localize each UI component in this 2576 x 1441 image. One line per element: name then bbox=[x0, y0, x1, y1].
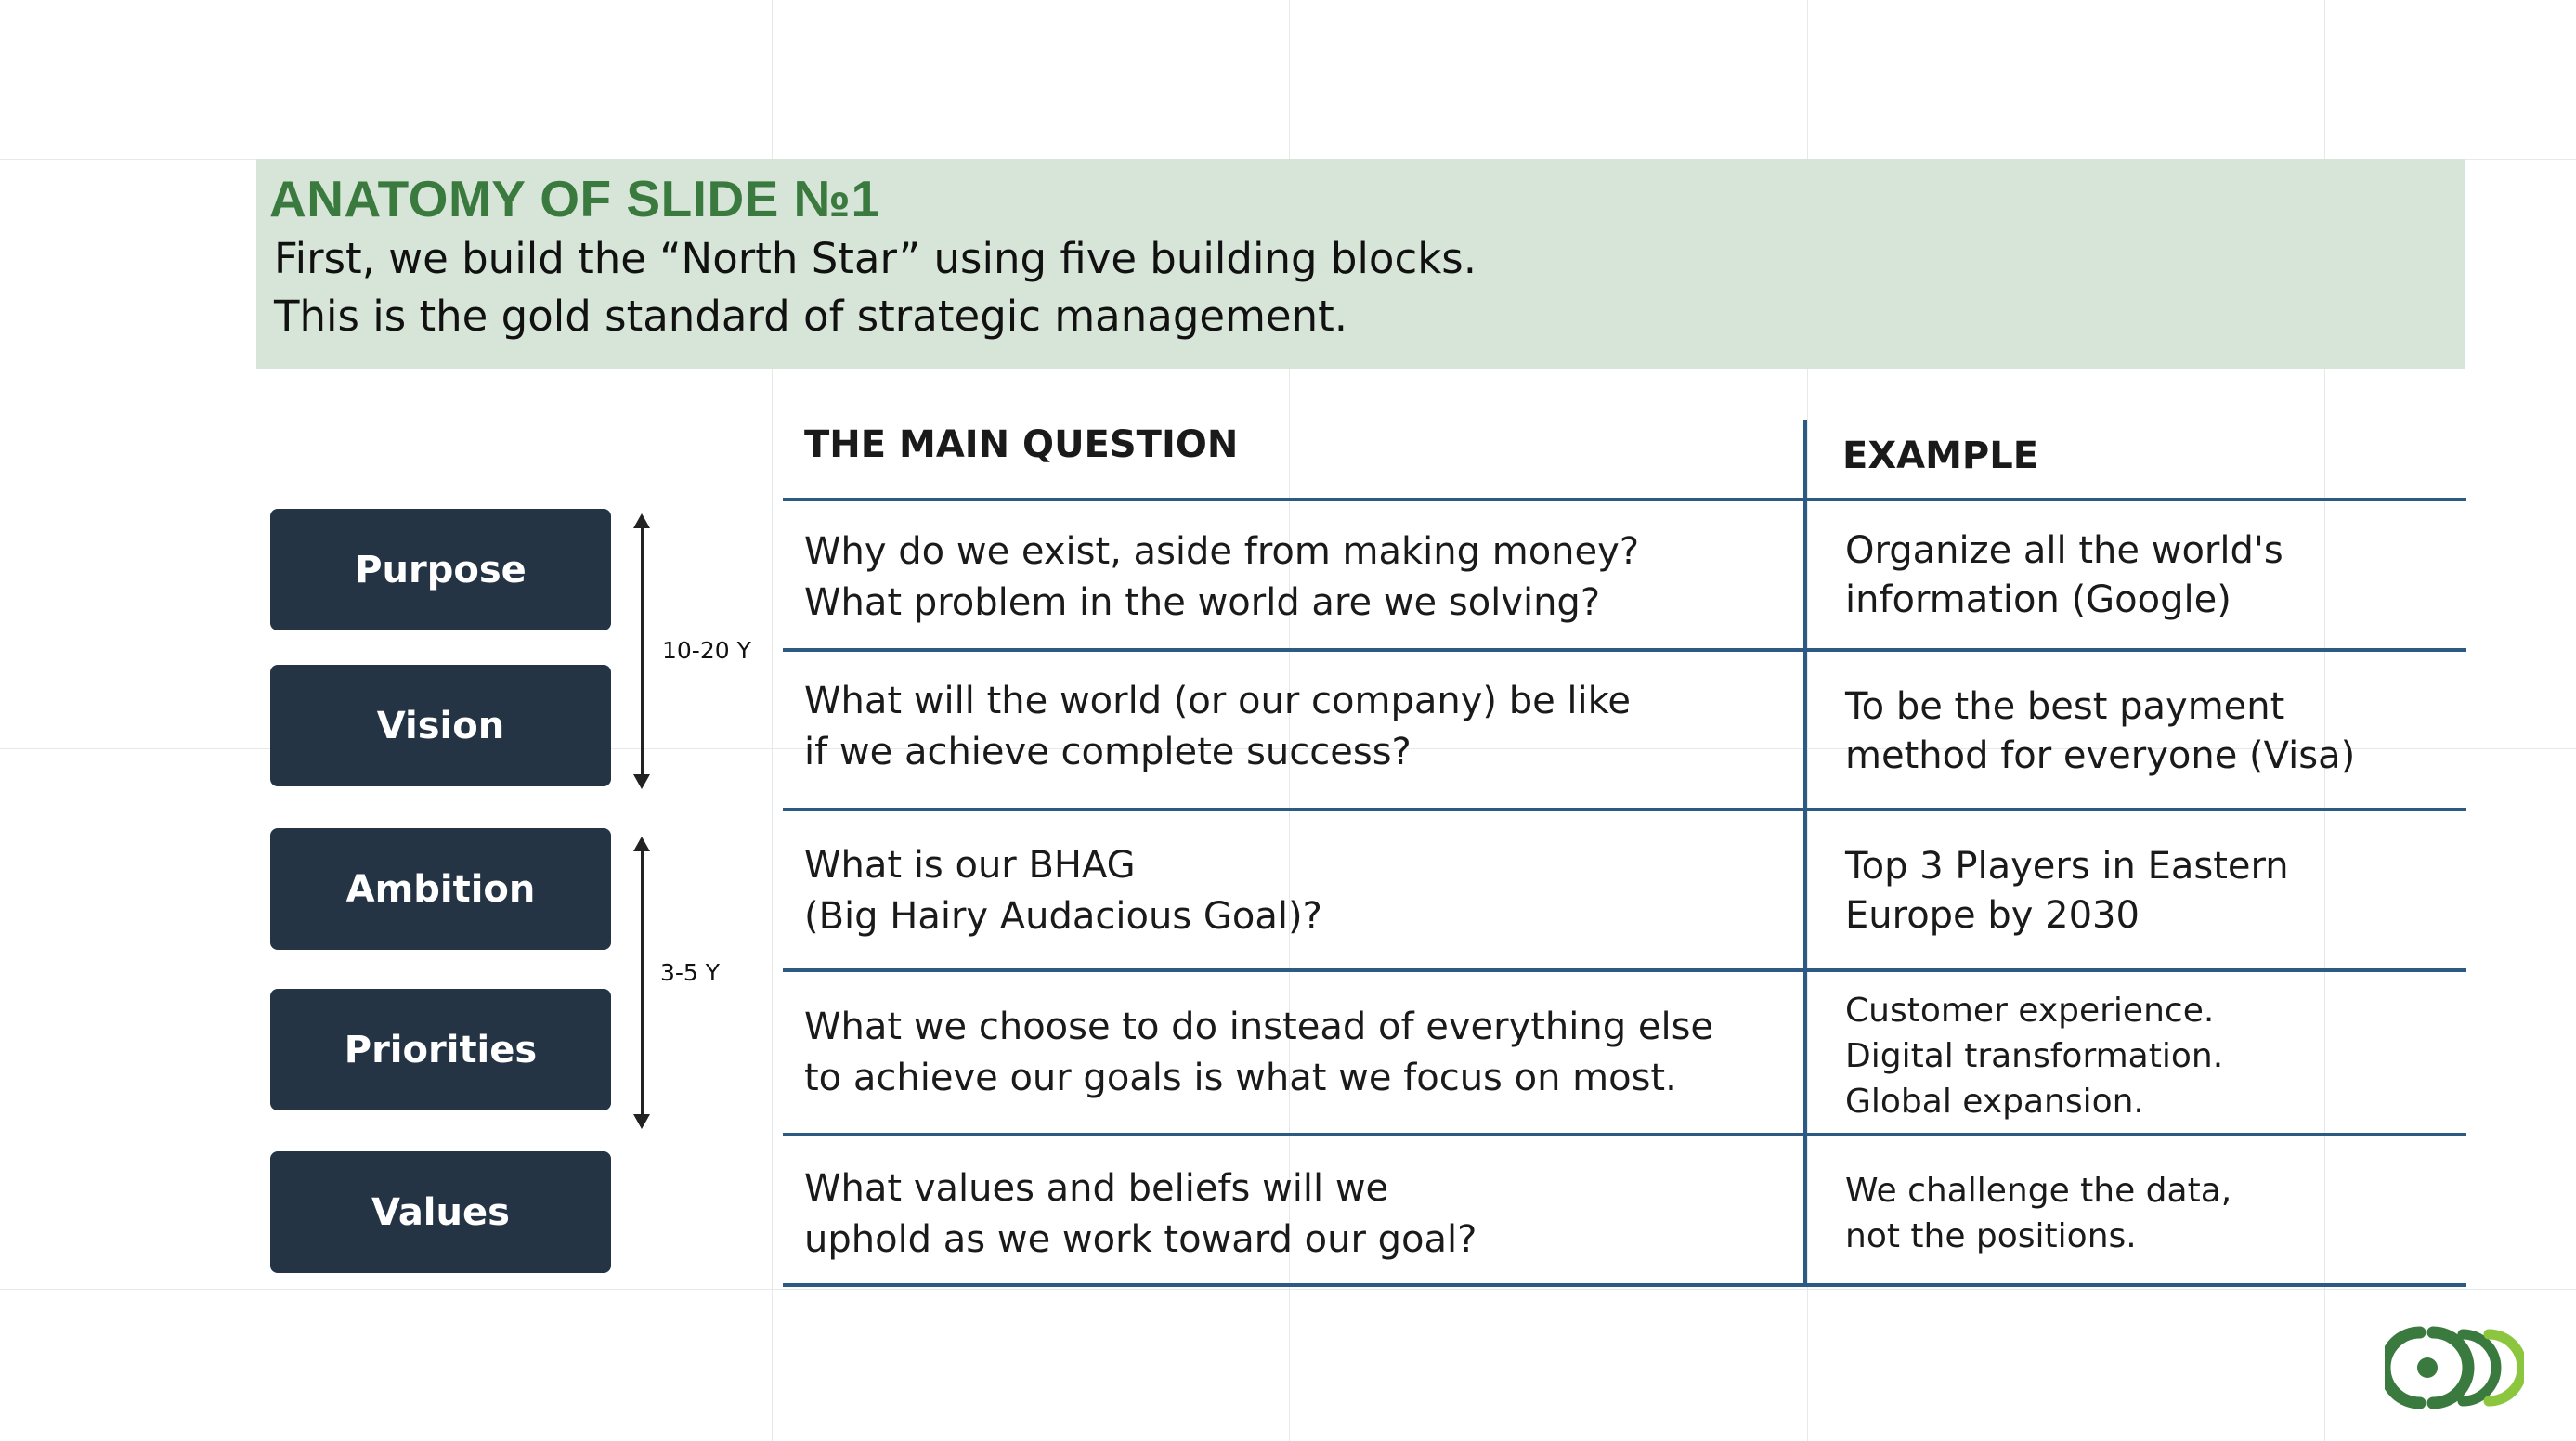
block-priorities: Priorities bbox=[270, 989, 611, 1110]
block-purpose: Purpose bbox=[270, 509, 611, 630]
slide-subtitle-line2: This is the gold standard of strategic management. bbox=[274, 292, 1348, 341]
column-header-example: EXAMPLE bbox=[1842, 435, 2039, 477]
question-line: uphold as we work toward our goal? bbox=[804, 1218, 1477, 1261]
arrow-down-icon bbox=[633, 774, 650, 789]
question-line: What values and beliefs will we bbox=[804, 1167, 1389, 1210]
table-rule bbox=[783, 968, 2466, 972]
example-line: Global expansion. bbox=[1845, 1083, 2144, 1121]
table-rule bbox=[783, 648, 2466, 652]
column-header-question: THE MAIN QUESTION bbox=[804, 423, 1239, 466]
question-line: What will the world (or our company) be like bbox=[804, 680, 1631, 722]
example-cell-values bbox=[1845, 1168, 2231, 1259]
question-line: Why do we exist, aside from making money? bbox=[804, 530, 1640, 573]
horizon-label-long: 10-20 Y bbox=[662, 637, 751, 664]
example-line: Europe by 2030 bbox=[1845, 894, 2140, 937]
horizon-arrow-short bbox=[641, 849, 644, 1117]
example-line: method for everyone (Visa) bbox=[1845, 734, 2356, 777]
block-values: Values bbox=[270, 1151, 611, 1273]
table-rule bbox=[783, 1283, 2466, 1287]
block-vision: Vision bbox=[270, 665, 611, 786]
question-line: if we achieve complete success? bbox=[804, 731, 1412, 773]
question-line: What is our BHAG bbox=[804, 844, 1136, 887]
question-cell-ambition bbox=[804, 840, 1322, 942]
example-line: To be the best payment bbox=[1845, 685, 2285, 728]
horizon-label-short: 3-5 Y bbox=[660, 959, 721, 986]
guide-line bbox=[0, 1289, 2576, 1290]
company-logo-icon bbox=[2385, 1323, 2524, 1411]
example-cell-vision bbox=[1845, 682, 2355, 781]
example-line: Customer experience. bbox=[1845, 992, 2215, 1030]
table-rule bbox=[783, 808, 2466, 811]
question-line: What we choose to do instead of everything else bbox=[804, 1006, 1714, 1048]
example-line: Top 3 Players in Eastern bbox=[1845, 845, 2289, 888]
example-line: Digital transformation. bbox=[1845, 1037, 2224, 1075]
table-rule bbox=[783, 1133, 2466, 1136]
example-cell-priorities bbox=[1845, 988, 2223, 1124]
example-cell-purpose bbox=[1845, 526, 2283, 625]
question-cell-values bbox=[804, 1163, 1477, 1266]
example-line: Organize all the world's bbox=[1845, 529, 2283, 572]
example-cell-ambition bbox=[1845, 842, 2289, 941]
question-line: What problem in the world are we solving? bbox=[804, 581, 1601, 624]
table-rule bbox=[783, 498, 2466, 501]
column-divider bbox=[1803, 420, 1807, 1287]
example-line: information (Google) bbox=[1845, 578, 2231, 621]
question-line: (Big Hairy Audacious Goal)? bbox=[804, 895, 1322, 938]
question-cell-purpose bbox=[804, 526, 1639, 629]
block-ambition: Ambition bbox=[270, 828, 611, 950]
slide-title: ANATOMY OF SLIDE №1 bbox=[269, 170, 880, 227]
example-line: not the positions. bbox=[1845, 1217, 2137, 1255]
arrow-down-icon bbox=[633, 1114, 650, 1129]
slide-subtitle-line1: First, we build the “North Star” using five building blocks. bbox=[274, 234, 1477, 283]
question-line: to achieve our goals is what we focus on most. bbox=[804, 1057, 1677, 1099]
example-line: We challenge the data, bbox=[1845, 1172, 2232, 1210]
horizon-arrow-long bbox=[641, 526, 644, 777]
question-cell-priorities bbox=[804, 1002, 1713, 1104]
question-cell-vision bbox=[804, 676, 1631, 778]
